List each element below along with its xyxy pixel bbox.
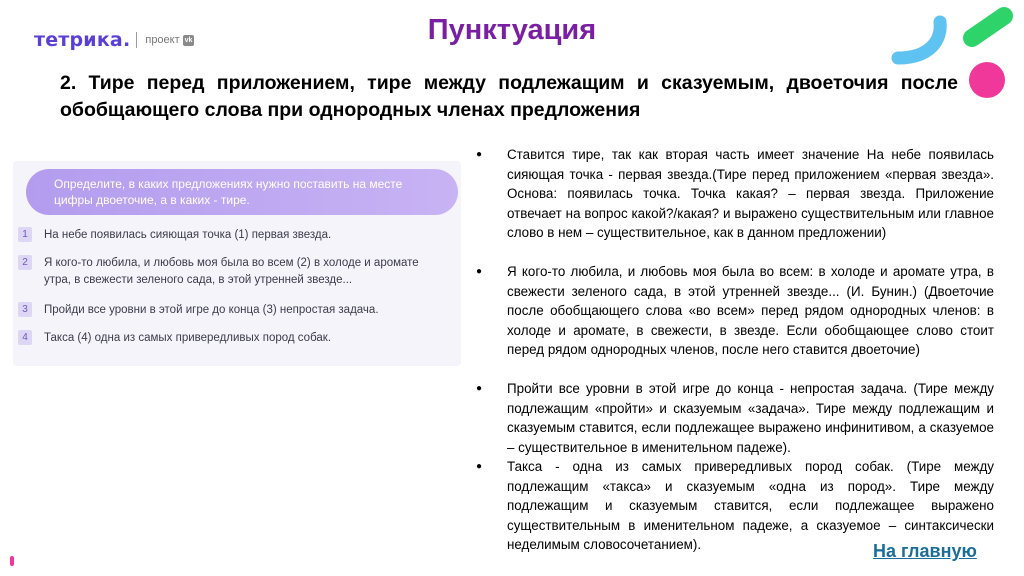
bullet-icon: ● — [476, 266, 483, 277]
exercise-text: Пройди все уровни в этой игре до конца (3) непростая задача. — [44, 304, 379, 316]
exercise-number: 4 — [18, 330, 32, 345]
exercise-number: 2 — [18, 255, 32, 270]
exercise-text: Я кого-то любила, и любовь моя была во всем (2) в холоде и аромате утра, в свежести зеленого сада, в этой утренней звезде... — [44, 257, 419, 286]
exercise-item — [13, 227, 444, 244]
exercise-instructions: Определите, в каких предложениях нужно поставить на месте цифры двоеточие, а в каких - тире. — [26, 169, 458, 215]
exercise-item — [13, 255, 444, 289]
exercise-card — [13, 161, 461, 366]
exercise-number: 1 — [18, 227, 32, 242]
exercise-item — [13, 302, 444, 319]
answer-item — [474, 379, 994, 457]
bullet-icon: ● — [476, 149, 483, 160]
answer-text: Пройти все уровни в этой игре до конца - непростая задача. (Тире между подлежащим «пройти» и сказуемым «задача». Тире между подлежащим и сказуемым ставится, если подлежащее выражено инфинитивом, а сказуемое – существительное в именительном падеже). — [507, 381, 994, 455]
logo-project-text: проект — [145, 34, 180, 46]
answer-item — [474, 145, 994, 243]
bullet-icon: ● — [476, 383, 483, 394]
corner-decoration-icon — [10, 556, 14, 574]
answer-item — [474, 457, 994, 555]
vk-icon: vk — [184, 36, 193, 44]
answer-item — [474, 262, 994, 360]
answer-text: Такса - одна из самых привередливых пород собак. (Тире между подлежащим «такса» и сказуемым «одна из пород». Тире между подлежащим и сказуемым ставится, если подлежащее выражено существительным в именительном падеже, а сказуемое – синтаксически неделимым словосочетанием). — [507, 459, 994, 552]
pink-circle-shape — [969, 62, 1005, 98]
answer-text: Я кого-то любила, и любовь моя была во всем: в холоде и аромате утра, в свежести зеленого сада, в этой утренней звезде... (И. Бунин.) (Двоеточие после обобщающего слова «во всем» перед рядом однородных членов: в холоде и аромате, в свежести, в звезде. Если обобщающее слово стоит перед рядом однородных членов, после него ставится двоеточие) — [507, 264, 994, 357]
answer-text: Ставится тире, так как вторая часть имеет значение На небе появилась сияющая точка - первая звезда.(Тире перед приложением «первая звезда». Основа: появилась точка. Точка какая? – первая звезда. Приложение отвечает на вопрос какой?/какая? и выражено существительным или главное слово в нем – существительное, как в данном предложении) — [507, 147, 994, 240]
section-subtitle: 2. Тире перед приложением, тире между подлежащим и сказуемым, двоеточия после обобщающего слова при однородных членах предложения — [60, 72, 958, 121]
home-link[interactable]: На главную — [873, 541, 977, 561]
blue-swoosh-shape — [898, 22, 940, 58]
page-title: Пунктуация — [427, 14, 597, 46]
bullet-icon: ● — [476, 461, 483, 472]
exercise-number: 3 — [18, 302, 32, 317]
exercise-text: На небе появилась сияющая точка (1) первая звезда. — [44, 229, 332, 241]
logo-wordmark: тетрика. — [34, 29, 131, 51]
green-bar-shape — [972, 16, 1004, 38]
exercise-item — [13, 330, 444, 347]
exercise-text: Такса (4) одна из самых привередливых пород собак. — [44, 332, 332, 344]
